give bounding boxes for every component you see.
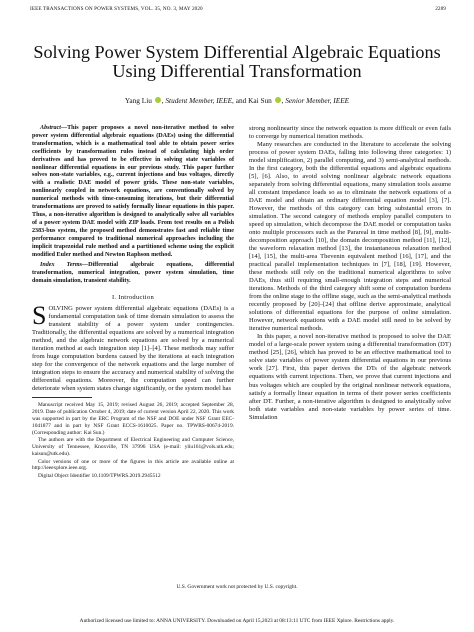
body-paragraph: In this paper, a novel non-iterative method is proposed to solve the DAE model of a large-scale power system using a differential transformation (DT) method [25], [26], which has proved to be an effective mathematical tool to solve state variables of power system differential equations in our previous work [27]. First, this paper derives the DTs of the algebraic network equations with current injections. Then, we prove that current injections and bus voltages which are coupled by the original nonlinear network equations, satisfy a formally linear equation in terms of their power series coefficients after DT. Further, a non-iterative algorithm is designed to analytically solve both state variables and non-state variables by power series of time. Simulation <box>249 333 451 421</box>
author-role: Senior Member, IEEE <box>285 96 350 105</box>
index-terms-label: Index Terms <box>40 262 83 269</box>
orcid-icon[interactable] <box>275 97 281 103</box>
author-name: and Kai Sun <box>235 96 272 105</box>
left-column <box>32 125 234 481</box>
abstract <box>32 125 234 259</box>
running-header <box>30 6 446 16</box>
abstract-label: Abstract <box>40 125 61 131</box>
copyright-notice: U.S. Government work not protected by U.S. copyright. <box>176 584 298 590</box>
license-banner: Authorized licensed use limited to: ANNA UNIVERSITY. Downloaded on April 15,2023 at 08:13:11 UTC from IEEE Xplore. Restrictions apply. <box>79 618 395 624</box>
footnotes <box>32 402 234 480</box>
author-name: Yang Liu <box>124 96 152 105</box>
paper-title: Solving Power System Differential Algebraic Equations Using Differential Transformation <box>33 42 441 81</box>
journal-citation: IEEE TRANSACTIONS ON POWER SYSTEMS, VOL. 35, NO. 3, MAY 2020 <box>30 6 203 12</box>
body-paragraph: strong nonlinearity since the network equation is more difficult or even fails to converge by numerical iteration methods. <box>249 125 451 141</box>
section-heading: I. Introduction <box>111 294 155 302</box>
footnote-manuscript: Manuscript received May 15, 2019; revised August 26, 2019; accepted September 28, 2019. Date of publication October 4, 2019; date of current version April 22, 2020. This work was supported in part by the ERC Program of the NSF and DOE under NSF Grant EEC-1041877 and in part by NSF Grant ECCS-1610025. Paper no. TPWRS-00674-2019. (Corresponding author: Kai Sun.) <box>32 402 234 436</box>
index-terms-text: —Differential algebraic equations, differential transformation, numerical integration, power system simulation, time domain simulation, transient stability. <box>32 262 235 285</box>
author-line: Yang Liu , Student Member, IEEE, and Kai Sun , Senior Member, IEEE <box>124 96 350 105</box>
intro-paragraph <box>32 301 234 393</box>
footnote-doi: Digital Object Identifier 10.1109/TPWRS.2019.2945512 <box>38 473 161 480</box>
orcid-icon[interactable] <box>155 97 161 103</box>
body-paragraph: Many researches are conducted in the literature to accelerate the solving process of power system DAEs, falling into following three categories: 1) model simplification, 2) parallel computing, and 3) semi-analytical methods. In the first category, both the differential equations and algebraic equations [5], [6]. Also, to avoid solving nonlinear algebraic network equations separately from solving differential equations, many simulation tools assume all constant impedance loads so as to eliminate the network equations of a DAE model and obtain an ordinary differential equation model [3], [7]. However, the methods of this category can bring substantial errors in simulation. The second category of methods employ parallel computers to speed up simulation, which decompose the DAE model or computation tasks onto multiple processors such as the Parareal in time method [8], [9], multi-decomposition approach [10], the domain decomposition method [11], [12], the waveform relaxation method [13], the instantaneous relaxation method [14], [15], the multi-area Thevenin equivalent method [16], [17], and the practical parallel implementation techniques in [7], [18], [19]. However, these methods still rely on the traditional numerical algorithms to solve DAEs, thus still requiring small-enough integration steps and numerical iterations. Methods of the third category shift some of computation burdens from the online stage to the offline stage, such as the semi-analytical methods recently proposed by [20]–[24] that offline derive approximate, analytical solutions of differential equations for the purpose of online simulation. However, network equations with a DAE model still need to be solved by iterative numerical methods. <box>249 141 451 333</box>
page-number: 2289 <box>435 6 446 12</box>
footnote-affiliation: The authors are with the Department of Electrical Engineering and Computer Science, University of Tennessee, Knoxville, TN 37996 USA (e-mail: yliu161@vols.utk.edu; kaisun@utk.edu). <box>32 437 234 457</box>
footnote-color: Color versions of one or more of the figures in this article are available online at http://ieeexplore.ieee.org. <box>32 458 234 472</box>
right-column <box>249 125 451 422</box>
abstract-text: —This paper proposes a novel non-iterative method to solve power system differential algebraic equations (DAEs) using the differential transformation, which is a mathematical tool able to obtain power series coefficients by transformation rules instead of calculating high order derivatives and has proved to be effective in solving state variables of nonlinear differential equations in our previous study. This paper further solves non-state variables, e.g., current injections and bus voltages, directly with a realistic DAE model of power grids. These non-state variables, nonlinearly coupled in network equations, are conventionally solved by numerical methods with time-consuming iterations, but their differential transformations are proved to satisfy formally linear equations in this paper. Thus, a non-iterative algorithm is designed to analytically solve all variables of a power system DAE model with ZIP loads. From test results on a Polish 2383-bus system, the proposed method demonstrates fast and reliable time performance compared to traditional numerical approaches including the implicit trapezoidal rule method and a partitioned scheme using the explicit modified Euler method and Newton Raphson method. <box>32 125 234 258</box>
index-terms <box>32 262 234 286</box>
intro-text: OLVING power system differential algebraic equations (DAEs) is a fundamental computation task of time domain simulation to assess the transient stability of a power system under contingencies. Traditionally, the differential equations are solved by a numerical integration method, and the algebraic network equations are solved by a numerical iteration method at each integration step [1]–[4]. These methods may suffer from huge computation burdens caused by the iterations at each integration step for the convergence of the network equations and the large number of integration steps to ensure the accuracy and numerical stability of solving the differential equations. Moreover, the computation speed can further deteriorate when system states change significantly, or the system model has <box>32 305 234 393</box>
footnote-divider <box>32 397 92 399</box>
drop-cap: S <box>32 301 47 331</box>
author-role: Student Member, IEEE, <box>165 96 234 105</box>
